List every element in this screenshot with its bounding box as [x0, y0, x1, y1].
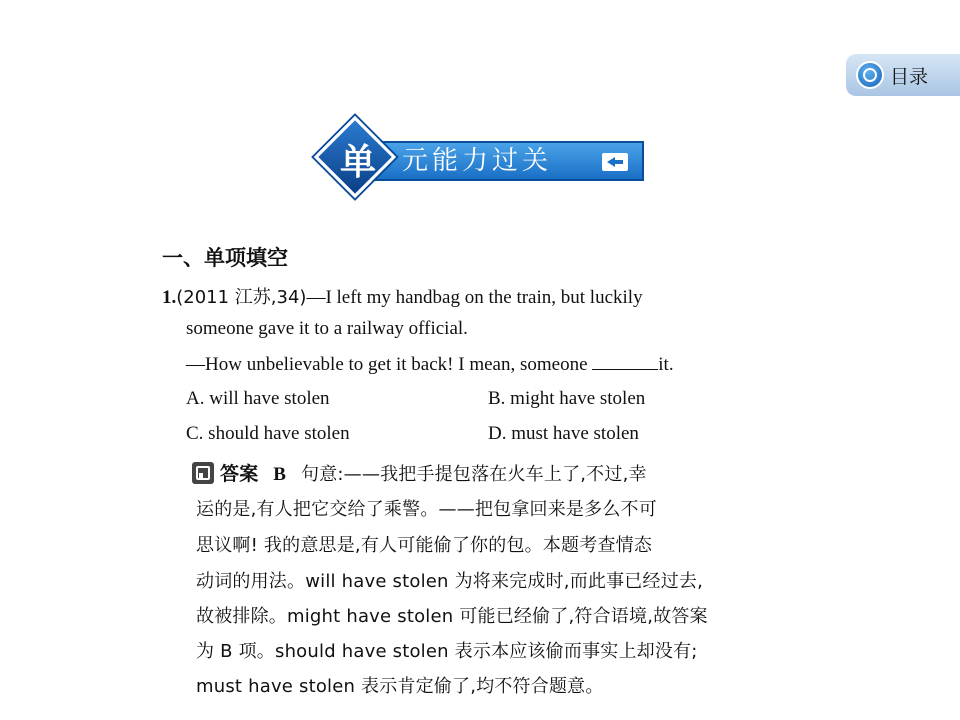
answer-text-1: 句意:——我把手提包落在火车上了,不过,幸 — [301, 464, 647, 485]
option-a: A. will have stolen — [186, 388, 330, 409]
answer-line-1 — [192, 459, 647, 486]
question-line-2: someone gave it to a railway official. — [186, 318, 468, 339]
question-text-3a: —How unbelievable to get it back! I mean, someone — [186, 354, 593, 375]
unlock-icon — [192, 462, 214, 484]
answer-line-3: 思议啊! 我的意思是,有人可能偷了你的包。本题考查情态 — [196, 535, 653, 556]
refresh-circle-icon — [856, 61, 884, 89]
answer-line-6: 为 B 项。should have stolen 表示本应该偷而事实上却没有; — [196, 641, 698, 662]
question-text-1: —I left my handbag on the train, but luckily — [306, 287, 643, 308]
unit-banner — [318, 124, 648, 196]
answer-blank — [592, 353, 658, 370]
question-text-3b: it. — [658, 354, 674, 375]
option-d: D. must have stolen — [488, 423, 639, 444]
answer-line-5: 故被排除。might have stolen 可能已经偷了,符合语境,故答案 — [196, 606, 708, 627]
option-b: B. might have stolen — [488, 388, 646, 409]
answer-choice: B — [273, 464, 287, 485]
section-heading: 一、单项填空 — [162, 246, 288, 270]
question-line-3 — [186, 353, 674, 376]
question-number: 1. — [162, 287, 177, 308]
banner-first-char: 单 — [339, 141, 376, 183]
banner-title: 元能力过关 — [402, 146, 553, 176]
toc-label: 目录 — [890, 65, 929, 88]
back-arrow-icon[interactable] — [602, 153, 628, 171]
answer-line-4: 动词的用法。will have stolen 为将来完成时,而此事已经过去, — [196, 571, 704, 592]
toc-button[interactable] — [846, 54, 960, 96]
answer-line-7: must have stolen 表示肯定偷了,均不符合题意。 — [196, 676, 604, 697]
question-source: (2011 江苏,34) — [176, 287, 307, 308]
answer-label: 答案 — [220, 463, 259, 485]
answer-line-2: 运的是,有人把它交给了乘警。——把包拿回来是多么不可 — [196, 499, 657, 520]
question-line-1 — [162, 283, 643, 309]
option-c: C. should have stolen — [186, 423, 350, 444]
